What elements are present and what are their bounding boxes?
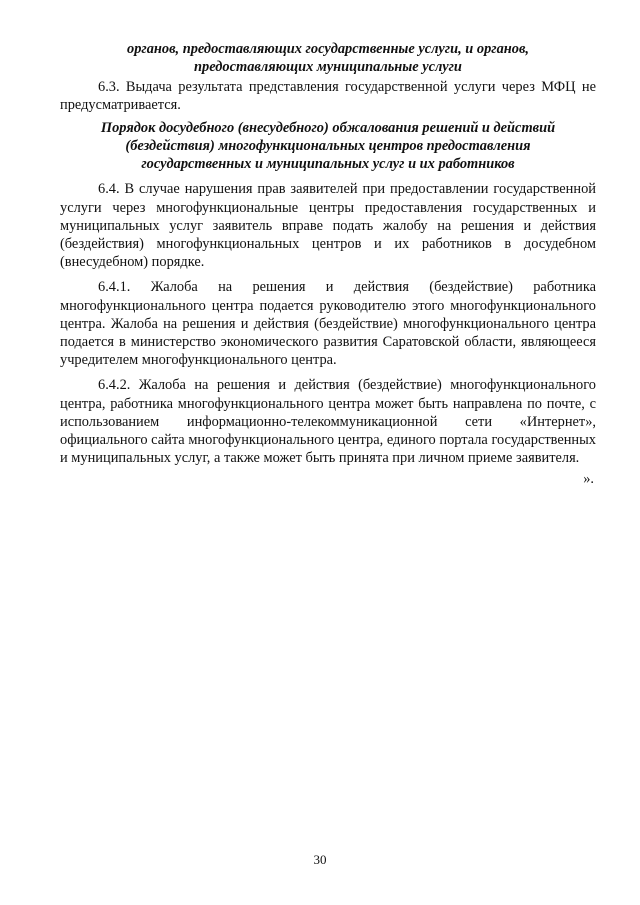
section-heading-appeal-procedure — [60, 119, 596, 173]
heading-line: Порядок досудебного (внесудебного) обжалования решений и действий — [100, 120, 556, 137]
document-page — [60, 40, 596, 488]
paragraph-6-3: 6.3. Выдача результата представления государственной услуги через МФЦ не предусматривается. — [60, 79, 596, 114]
paragraph-6-4-2: 6.4.2. Жалоба на решения и действия (бездействие) многофункционального центра, работника многофункционального центра может быть направлена по почте, с использованием информационно-телекоммуникационной сети «Интернет», официального сайта многофункционального центра, единого портала государственных и муниципальных услуг, а также может быть принята при личном приеме заявителя. — [60, 377, 596, 467]
heading-line: предоставляющих муниципальные услуги — [194, 59, 462, 75]
heading-line: государственных и муниципальных услуг и их работников — [141, 156, 515, 173]
section-heading-bodies — [60, 40, 596, 76]
paragraph-6-4-1: 6.4.1. Жалоба на решения и действия (бездействие) работника многофункционального центра подается руководителю этого многофункционального центра. Жалоба на решения и действия (бездействие) многофункционального центра подается в министерство экономического развития Саратовской области, являющееся учредителем многофункционального центра. — [60, 279, 596, 369]
page-number: 30 — [313, 852, 327, 867]
heading-line: (бездействия) многофункциональных центров предоставления — [125, 138, 531, 155]
closing-quote-mark: ». — [583, 471, 594, 488]
heading-line: органов, предоставляющих государственные услуги, и органов, — [127, 41, 529, 57]
paragraph-6-4: 6.4. В случае нарушения прав заявителей при предоставлении государственной услуги через многофункциональные центры предоставления государственных и муниципальных услуг заявитель вправе подать жалобу на решения и действия (бездействия) многофункциональных центров и их работников в досудебном (внесудебном) порядке. — [60, 181, 596, 271]
